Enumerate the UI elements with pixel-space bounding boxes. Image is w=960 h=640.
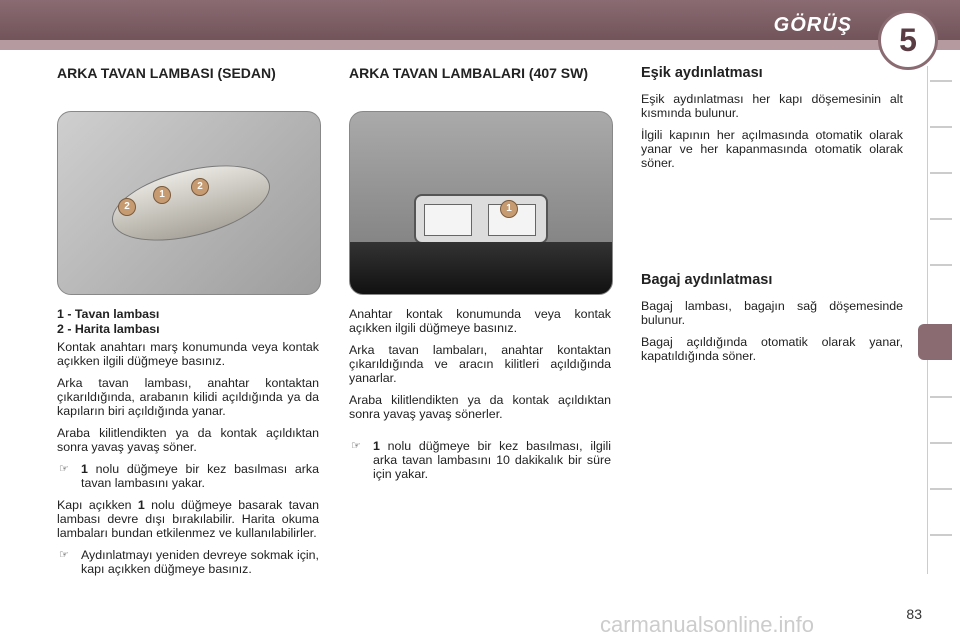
bullet-text: Aydınlatmayı yeniden devreye sokmak için, kapı açıkken düğmeye basınız.	[81, 548, 319, 576]
pointing-hand-icon: ☞	[59, 549, 69, 561]
side-tab-divider	[930, 488, 952, 490]
chapter-side-tabs	[927, 66, 952, 574]
heading-threshold: Eşik aydınlatması	[641, 65, 763, 81]
column-lighting	[641, 66, 903, 371]
side-tab-divider	[930, 396, 952, 398]
bullet-text: 1 nolu düğmeye bir kez basılması arka tavan lambasını yakar.	[81, 462, 319, 490]
switch-left	[424, 204, 472, 236]
side-tab-divider	[930, 264, 952, 266]
photo-tag-1: 1	[153, 186, 171, 204]
paragraph: Bagaj açıldığında otomatik olarak yanar, kapatıldığında söner.	[641, 335, 903, 363]
bullet-text: 1 nolu düğmeye bir kez basılması, ilgili arka tavan lambasını 10 dakikalık bir süre için yakar.	[373, 439, 611, 481]
photo-tag-1: 1	[500, 200, 518, 218]
sedan-lamp-photo	[57, 111, 321, 295]
pointing-hand-icon: ☞	[59, 463, 69, 475]
chapter-title: GÖRÜŞ	[773, 14, 852, 36]
paragraph: Arka tavan lambaları, anahtar kontaktan çıkarıldığında ve aracın kilitleri açıldığında yanarlar.	[349, 343, 611, 385]
paragraph: Kontak anahtarı marş konumunda veya kontak açıkken ilgili düğmeye basınız.	[57, 340, 319, 368]
watermark: carmanualsonline.info	[600, 612, 815, 637]
side-tab-divider	[930, 172, 952, 174]
chapter-number: 5	[899, 21, 917, 58]
side-tab-divider	[930, 534, 952, 536]
header-curve	[0, 40, 960, 50]
side-tab-divider	[930, 442, 952, 444]
paragraph: Araba kilitlendikten ya da kontak açıldıktan sonra yavaş yavaş sönerler.	[349, 393, 611, 421]
bullet-item	[57, 548, 319, 576]
paragraph: İlgili kapının her açılmasında otomatik olarak yanar ve her kapanmasında otomatik olarak söner.	[641, 128, 903, 170]
photo-tag-2: 2	[191, 178, 209, 196]
heading-sw: ARKA TAVAN LAMBALARI (407 SW)	[349, 65, 589, 81]
side-tab-divider	[930, 126, 952, 128]
paragraph: Araba kilitlendikten ya da kontak açıldıktan sonra yavaş yavaş söner.	[57, 426, 319, 454]
chapter-badge	[878, 10, 938, 70]
page-number: 83	[906, 606, 922, 622]
lamp-switch-illustration	[414, 194, 548, 244]
paragraph: Arka tavan lambası, anahtar kontaktan çıkarıldığında, arabanın kilidi açıldığında ya da kapıların biri açıldığında yanar.	[57, 376, 319, 418]
column-sw	[349, 66, 611, 489]
sw-lamp-photo	[349, 111, 613, 295]
photo-tag-2-left: 2	[118, 198, 136, 216]
side-tab-divider	[930, 218, 952, 220]
paragraph: Bagaj lambası, bagajın sağ döşemesinde bulunur.	[641, 299, 903, 327]
rear-window-illustration	[350, 242, 612, 294]
bullet-item	[349, 439, 611, 481]
paragraph: Eşik aydınlatması her kapı döşemesinin alt kısmında bulunur.	[641, 92, 903, 120]
heading-sedan: ARKA TAVAN LAMBASI (SEDAN)	[57, 65, 276, 81]
pointing-hand-icon: ☞	[351, 440, 361, 452]
active-chapter-tab	[918, 324, 952, 360]
paragraph: Kapı açıkken 1 nolu düğmeye basarak tavan lambası devre dışı bırakılabilir. Harita okuma lambaları bundan etkilenmez ve kullanılabilirler.	[57, 498, 320, 540]
legend-item-1: 1 - Tavan lambası	[57, 307, 160, 321]
heading-boot: Bagaj aydınlatması	[641, 272, 773, 288]
column-sedan	[57, 66, 319, 584]
legend-item-2: 2 - Harita lambası	[57, 322, 160, 336]
paragraph: Anahtar kontak konumunda veya kontak açıkken ilgili düğmeye basınız.	[349, 307, 611, 335]
side-tab-divider	[930, 80, 952, 82]
bullet-item	[57, 462, 319, 490]
